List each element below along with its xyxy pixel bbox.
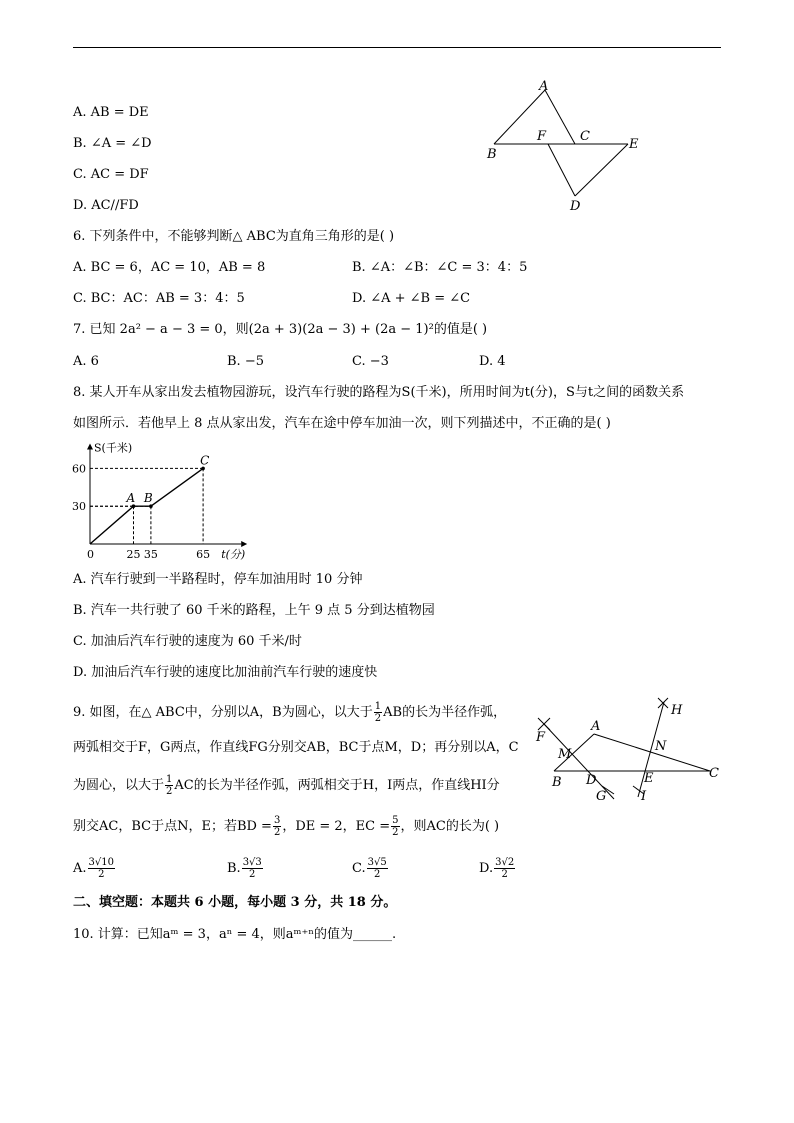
x-tick-25: 25 [126,548,141,561]
q9-option-b-num: 3√3 [242,857,262,868]
point-label-C: C [200,453,210,468]
q9-line1-part-b: AB的长为半径作弧， [383,705,507,720]
q9-option-a [73,857,116,880]
q9-label-d: D [586,773,597,788]
q9-option-d-num: 3√2 [495,857,515,868]
section-2-heading: 二、填空题：本题共 6 小题，每小题 3 分，共 18 分。 [73,895,397,910]
q9-option-d-fraction [494,857,515,880]
q5-label-c: C [580,129,590,144]
q9-option-c-num: 3√5 [367,857,387,868]
q9-construction-figure [530,694,730,806]
q5-label-d: D [570,199,581,214]
q9-option-a-label: A. [73,861,87,876]
q8-distance-time-chart [70,436,260,564]
q5-triangle-figure [480,74,650,216]
q9-half-den-2: 2 [166,786,173,797]
point-label-B: B [143,491,153,506]
x-axis-label: t(分) [221,548,246,561]
q9-ec-fraction [391,815,399,838]
q9-line1 [73,701,506,724]
q9-label-c: C [709,766,719,781]
point-label-A: A [126,491,136,506]
q7-option-a: A. 6 [73,354,99,369]
q9-line2: 两弧相交于F，G两点，作直线FG分别交AB，BC于点M，D；再分别以A，C [73,740,519,755]
q9-half-num: 1 [374,701,382,712]
y-axis-label: S(千米) [94,441,133,455]
q8-option-b: B. 汽车一共行驶了 60 千米的路程，上午 9 点 5 分到达植物园 [73,603,435,618]
q9-ec-num: 5 [392,815,399,826]
x-axis-arrow [241,541,247,547]
q6-stem: 6. 下列条件中，不能够判断△ ABC为直角三角形的是( ) [73,229,395,244]
y-axis-arrow [87,444,93,450]
q9-option-d [479,857,516,880]
q8-option-d: D. 加油后汽车行驶的速度比加油前汽车行驶的速度快 [73,665,378,680]
q9-option-b-fraction [242,857,263,880]
q8-option-c: C. 加油后汽车行驶的速度为 60 千米/时 [73,634,302,649]
q9-label-m: M [558,747,572,762]
q9-label-e: E [644,771,654,786]
q9-label-i: I [641,789,647,804]
q9-label-a: A [591,719,601,734]
q9-half-den: 2 [374,713,382,724]
q9-option-d-den: 2 [501,869,508,880]
header-rule [73,47,721,48]
q6-option-a: A. BC = 6，AC = 10，AB = 8 [73,260,266,275]
q9-option-a-den: 2 [98,869,105,880]
q5-option-b: B. ∠A = ∠D [73,136,152,151]
x-tick-35: 35 [143,548,158,561]
q5-label-e: E [629,137,639,152]
q9-ec-den: 2 [392,827,399,838]
q9-option-a-num: 3√10 [88,857,114,868]
q9-bd-den: 2 [273,827,281,838]
q7-option-b: B. −5 [227,354,264,369]
q9-bd-num: 3 [273,815,281,826]
q8-stem-line1: 8. 某人开车从家出发去植物园游玩，设汽车行驶的路程为S(千米)，所用时间为t(分)，S与t之间的函数关系 [73,385,685,400]
q9-half-num-2: 1 [166,774,173,785]
q9-option-d-label: D. [479,861,494,876]
q9-option-b-den: 2 [249,869,256,880]
q9-label-b: B [552,775,562,790]
x-tick-0: 0 [87,548,94,561]
q9-half-fraction [374,701,382,724]
q9-line3-part-b: AC的长为半径作弧，两弧相交于H，I两点，作直线HI分 [174,778,500,793]
q5-label-b: B [487,147,497,162]
q9-line4-part-b: ，DE = 2，EC = [282,819,391,834]
q9-line3 [73,774,500,797]
q5-label-a: A [539,79,549,94]
q9-option-c-den: 2 [373,869,381,880]
q7-option-c: C. −3 [352,354,389,369]
q5-option-c: C. AC = DF [73,167,149,182]
x-tick-65: 65 [196,548,211,561]
q9-label-n: N [655,739,667,754]
q9-half-fraction-2 [165,774,173,797]
q9-option-c-fraction [367,857,388,880]
y-tick-30: 30 [72,500,86,514]
q5-option-d: D. AC//FD [73,198,139,213]
q9-option-b [227,857,264,880]
q5-option-a: A. AB = DE [73,105,149,120]
q7-stem: 7. 已知 2a² − a − 3 = 0，则(2a + 3)(2a − 3) + (2a − 1)²的值是( ) [73,322,488,337]
q9-option-a-fraction [88,857,115,880]
q6-option-d: D. ∠A + ∠B = ∠C [352,291,471,306]
q9-label-h: H [671,703,683,718]
q9-line1-part-a: 9. 如图，在△ ABC中，分别以A，B为圆心，以大于 [73,705,373,720]
y-tick-60: 60 [72,462,86,476]
q5-label-f: F [537,129,547,144]
q9-line3-part-a: 为圆心，以大于 [73,778,165,793]
q9-label-g: G [596,789,607,804]
q9-bd-fraction [273,815,281,838]
q9-option-c [352,857,389,880]
q9-line4-part-a: 别交AC，BC于点N，E；若BD = [73,819,272,834]
q6-option-b: B. ∠A：∠B：∠C = 3：4：5 [352,260,528,275]
q9-option-b-label: B. [227,861,241,876]
q10-stem: 10. 计算：已知aᵐ = 3，aⁿ = 4，则aᵐ⁺ⁿ的值为______. [73,927,397,942]
q7-option-d: D. 4 [479,354,506,369]
q8-stem-line2: 如图所示．若他早上 8 点从家出发，汽车在途中停车加油一次，则下列描述中，不正确的是( ) [73,416,611,431]
q9-option-c-label: C. [352,861,366,876]
q9-line4-part-c: ，则AC的长为( ) [400,819,500,834]
q9-line4 [73,815,499,838]
q6-option-c: C. BC：AC：AB = 3：4：5 [73,291,245,306]
q9-label-f: F [536,730,546,745]
q8-option-a: A. 汽车行驶到一半路程时，停车加油用时 10 分钟 [73,572,363,587]
